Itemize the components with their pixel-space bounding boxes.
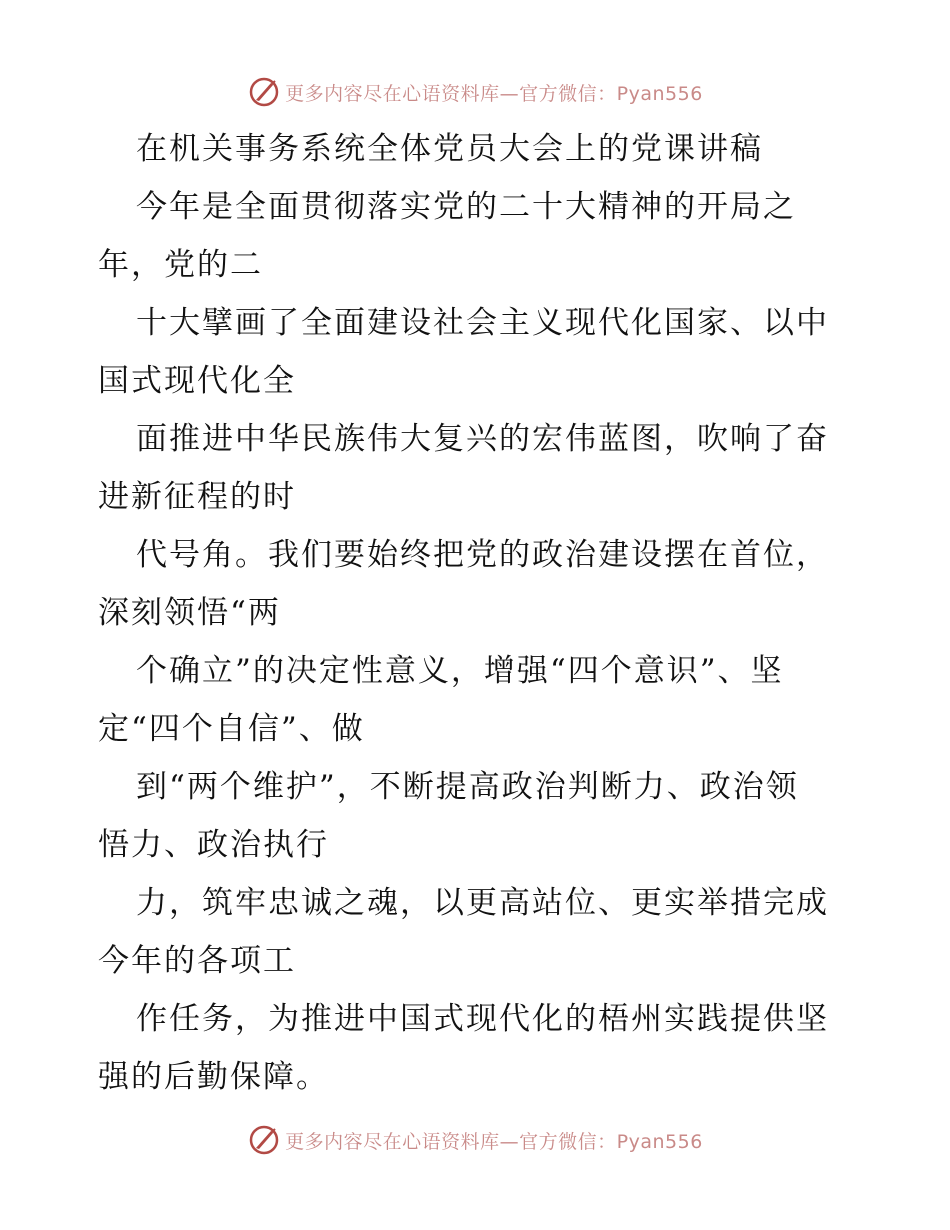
paragraph-line: 年，党的二	[98, 247, 263, 283]
paragraph-line: 面推进中华民族伟大复兴的宏伟蓝图，吹响了奋	[136, 421, 829, 457]
paragraph-line: 悟力、政治执行	[98, 827, 329, 863]
paragraph-line: 今年是全面贯彻落实党的二十大精神的开局之	[136, 189, 796, 225]
paragraph-line: 个确立”的决定性意义，增强“四个意识”、坚	[136, 653, 784, 689]
paragraph-line: 深刻领悟“两	[98, 595, 281, 631]
paragraph-line: 国式现代化全	[98, 363, 296, 399]
paragraph-line: 进新征程的时	[98, 479, 296, 515]
watermark-text: 更多内容尽在心语资料库—官方微信：Pyan556	[285, 82, 703, 105]
paragraph-line: 力，筑牢忠诚之魂，以更高站位、更实举措完成	[136, 885, 829, 921]
feather-pen-seal-icon	[247, 75, 281, 109]
watermark-text: 更多内容尽在心语资料库—官方微信：Pyan556	[285, 1130, 703, 1153]
paragraph-line: 到“两个维护”，不断提高政治判断力、政治领	[136, 769, 799, 805]
header-watermark	[0, 72, 950, 112]
document-title: 在机关事务系统全体党员大会上的党课讲稿	[136, 131, 763, 167]
paragraph-line: 作任务，为推进中国式现代化的梧州实践提供坚	[136, 1001, 829, 1037]
feather-pen-seal-icon	[247, 1123, 281, 1157]
document-body	[98, 120, 858, 1106]
paragraph-line: 定“四个自信”、做	[98, 711, 365, 747]
footer-watermark	[0, 1120, 950, 1160]
paragraph-line: 强的后勤保障。	[98, 1059, 329, 1095]
paragraph-line: 十大擘画了全面建设社会主义现代化国家、以中	[136, 305, 829, 341]
paragraph-line: 今年的各项工	[98, 943, 296, 979]
paragraph-line: 代号角。我们要始终把党的政治建设摆在首位，	[136, 537, 829, 573]
